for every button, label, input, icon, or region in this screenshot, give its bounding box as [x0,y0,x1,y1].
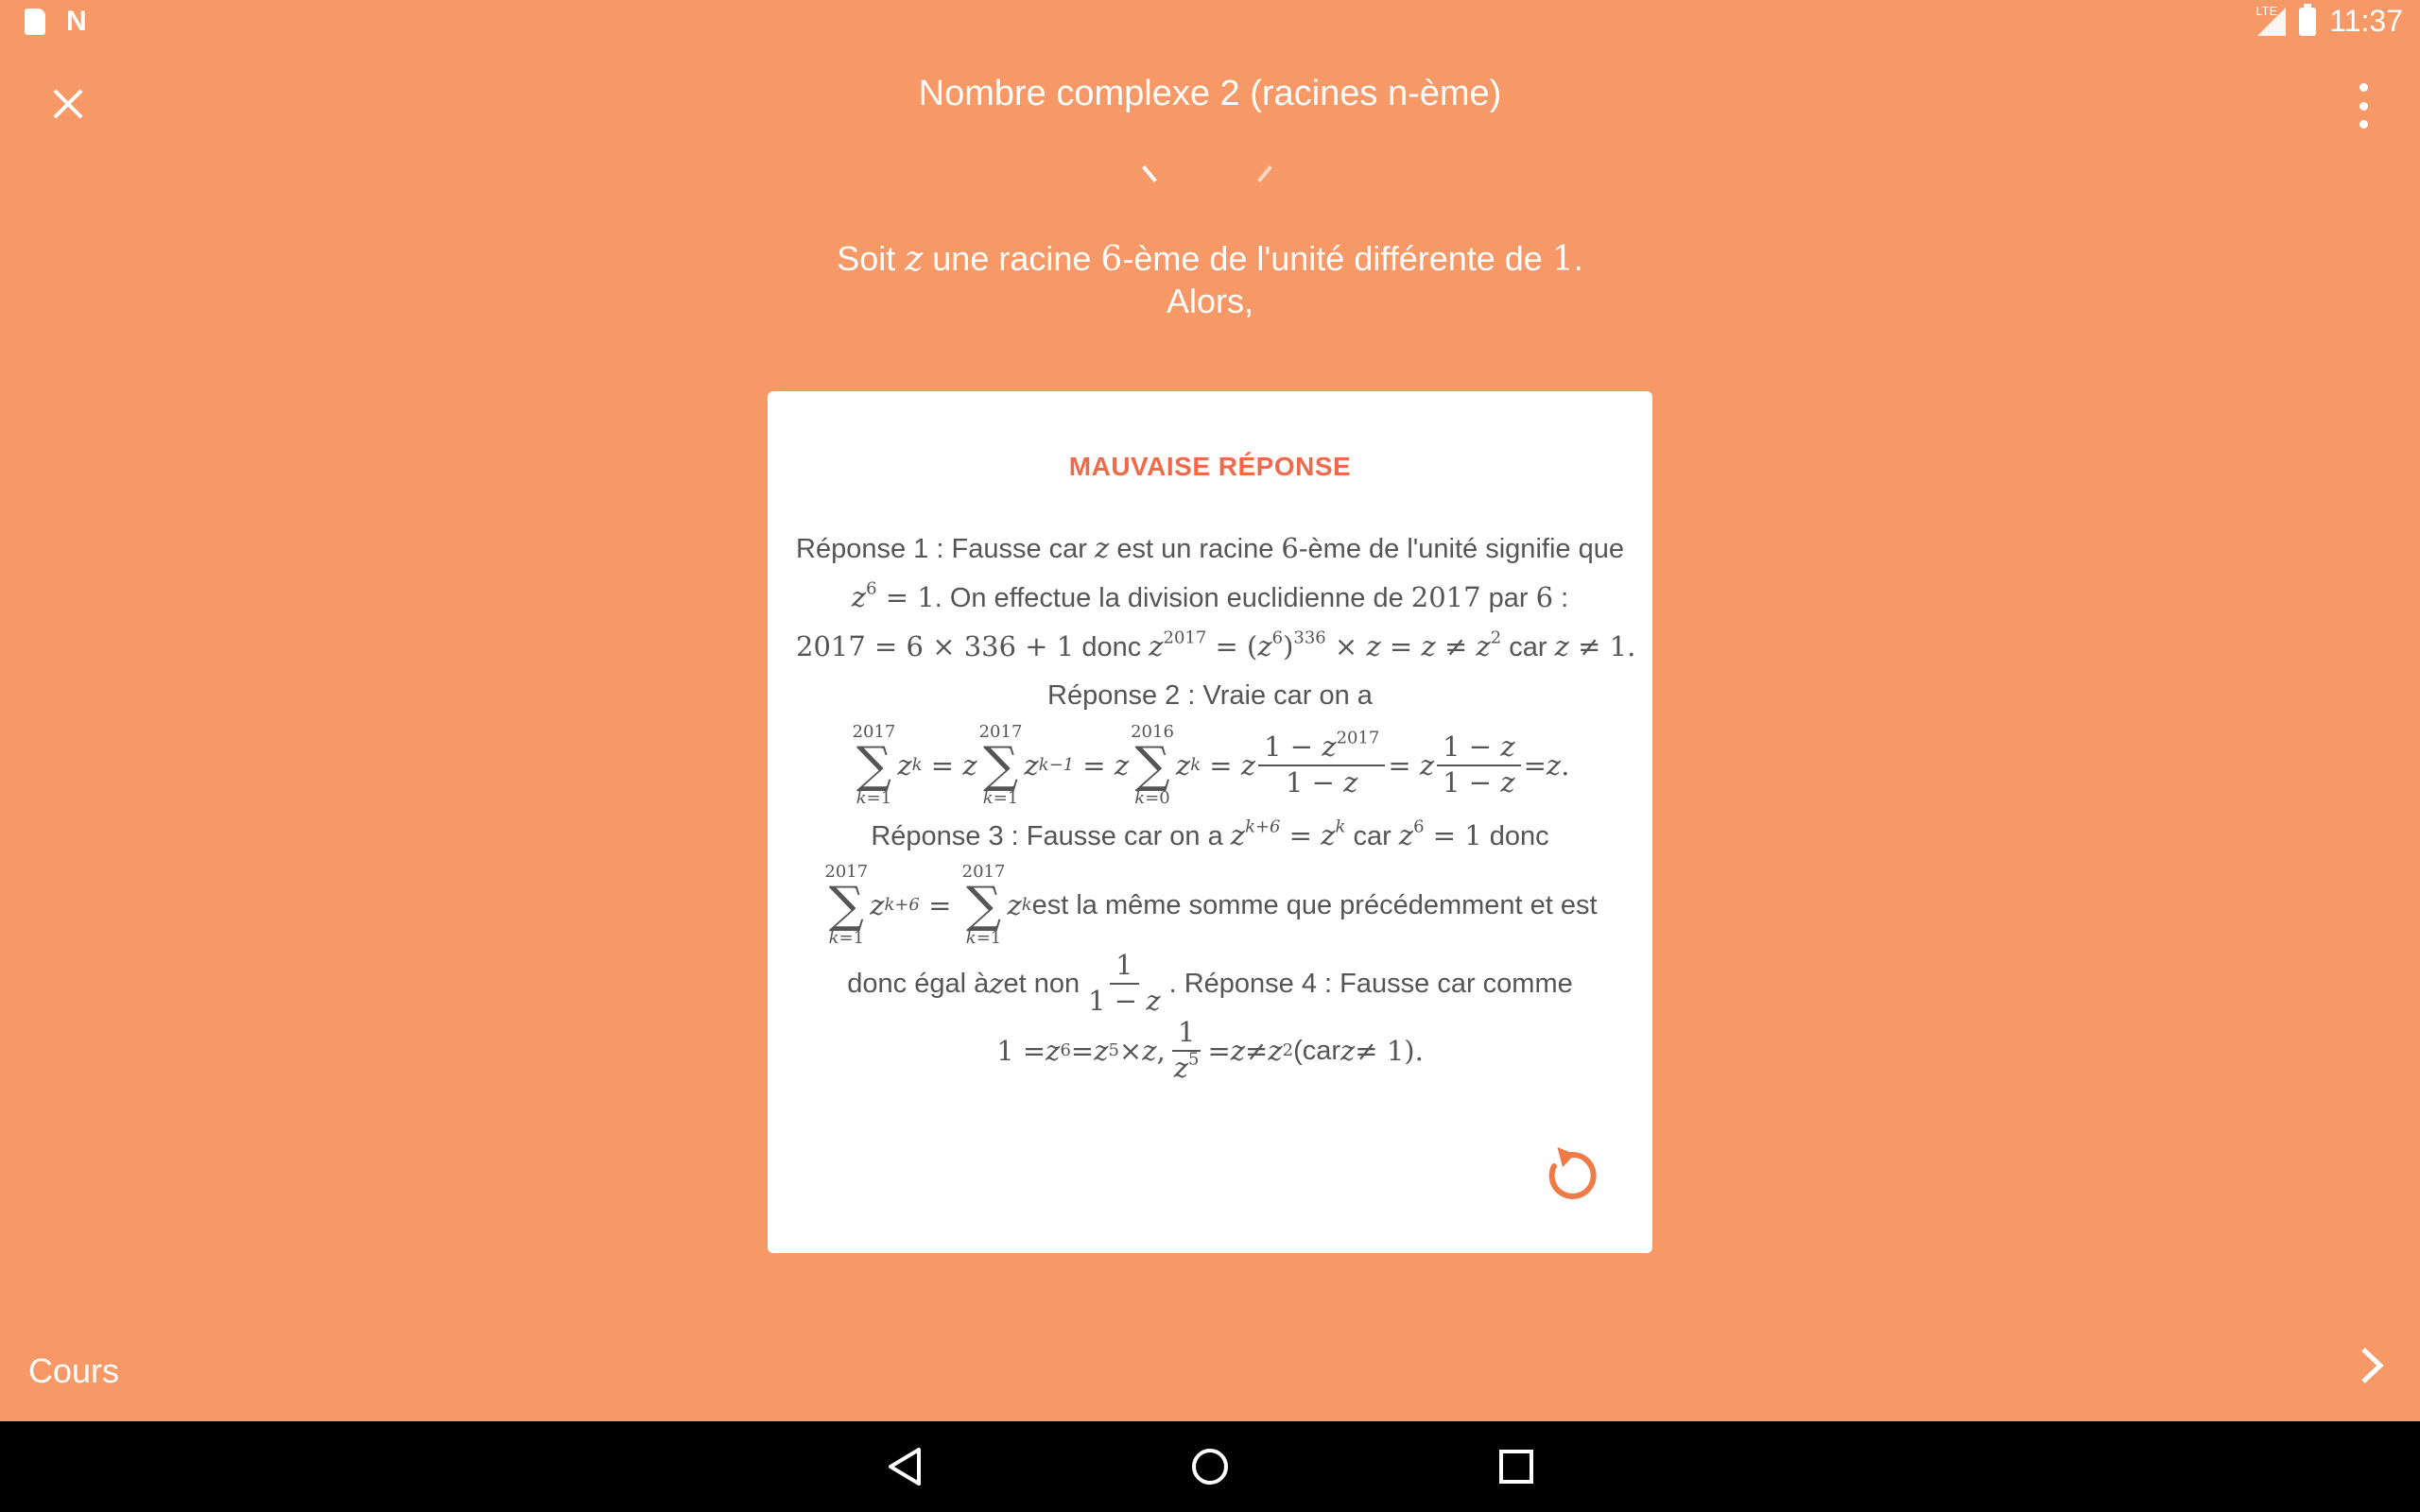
math-num: 6 [1100,240,1123,279]
more-vert-icon[interactable] [2344,83,2382,129]
explanation-text [796,524,1636,1085]
question-text-part: -ème de l'unité différente de [1122,239,1543,278]
network-type: LTE [2256,3,2278,18]
chevron-right-icon[interactable] [2354,1342,2392,1389]
signal-icon [2256,3,2286,36]
page-title: Nombre complexe 2 (racines n-ème) [918,74,1502,113]
explanation-formula: 2017 ∑ k=1 z k+6 = 2017 ∑ k=1 z k est la même somme que précédemment et est [824,862,1598,948]
nav-back-icon[interactable] [879,1442,928,1491]
progress-indicator-left [1142,165,1157,182]
clock: 11:37 [2329,4,2403,38]
explanation-line: Réponse 2 : Vraie car on a [1047,680,1373,711]
battery-icon [2299,8,2316,36]
progress-indicator-right [1257,165,1272,182]
explanation-formula: 2017 ∑ k=1 z k = z 2017 ∑ k=1 z k−1 = z 2016 ∑ k=0 z k = z $\frac{1 - z^{2017}}{1 - z}$ = z $\frac{1 - z}{1 - z}$ = z . [852,722,1570,808]
question-line-2: Alors, [1166,282,1254,320]
question-text-part: Soit [837,239,896,278]
explanation-line: donc égal à z et non $\frac{1}{1 - z}$ . Réponse 4 : Fausse car comme [847,949,1573,1017]
question-text-part: . [1573,239,1583,278]
status-bar [0,0,2420,45]
app-notification-icon: N [66,6,87,37]
system-nav-bar [0,1421,2420,1512]
feedback-title: MAUVAISE RÉPONSE [1068,452,1352,481]
nav-recents-icon[interactable] [1492,1442,1541,1491]
feedback-card [768,391,1652,1253]
explanation-line: $z^6 = 1$. On effectue la division euclidienne de 2017 par 6 : [851,578,1569,613]
cours-link[interactable]: Cours [28,1351,120,1390]
math-num: 1 [1551,240,1574,279]
question-line-1 [0,238,2420,281]
sd-card-icon [25,9,45,35]
explanation-line: 2017 = 6 × 336 + 1 donc $z^{2017} = (z^6)^{336} \times z = z \ne z^2$ car z ≠ 1. [796,627,1636,662]
question-text-part: une racine [932,239,1092,278]
nav-home-icon[interactable] [1185,1442,1235,1491]
retry-icon[interactable] [1541,1143,1601,1204]
question-text [0,238,2420,322]
explanation-line: Réponse 3 : Fausse car on a $z^{k+6} = z^k$ car $z^6 = 1$ donc [871,816,1549,851]
explanation-line: 1 = z 6 = z 5 × z , $\frac{1}{z^5}$ = z ≠ z 2 (car z ≠ 1). [996,1016,1424,1084]
math-var: z [905,240,924,279]
explanation-line: Réponse 1 : Fausse car z est un racine 6-ème de l'unité signifie que [796,532,1624,564]
